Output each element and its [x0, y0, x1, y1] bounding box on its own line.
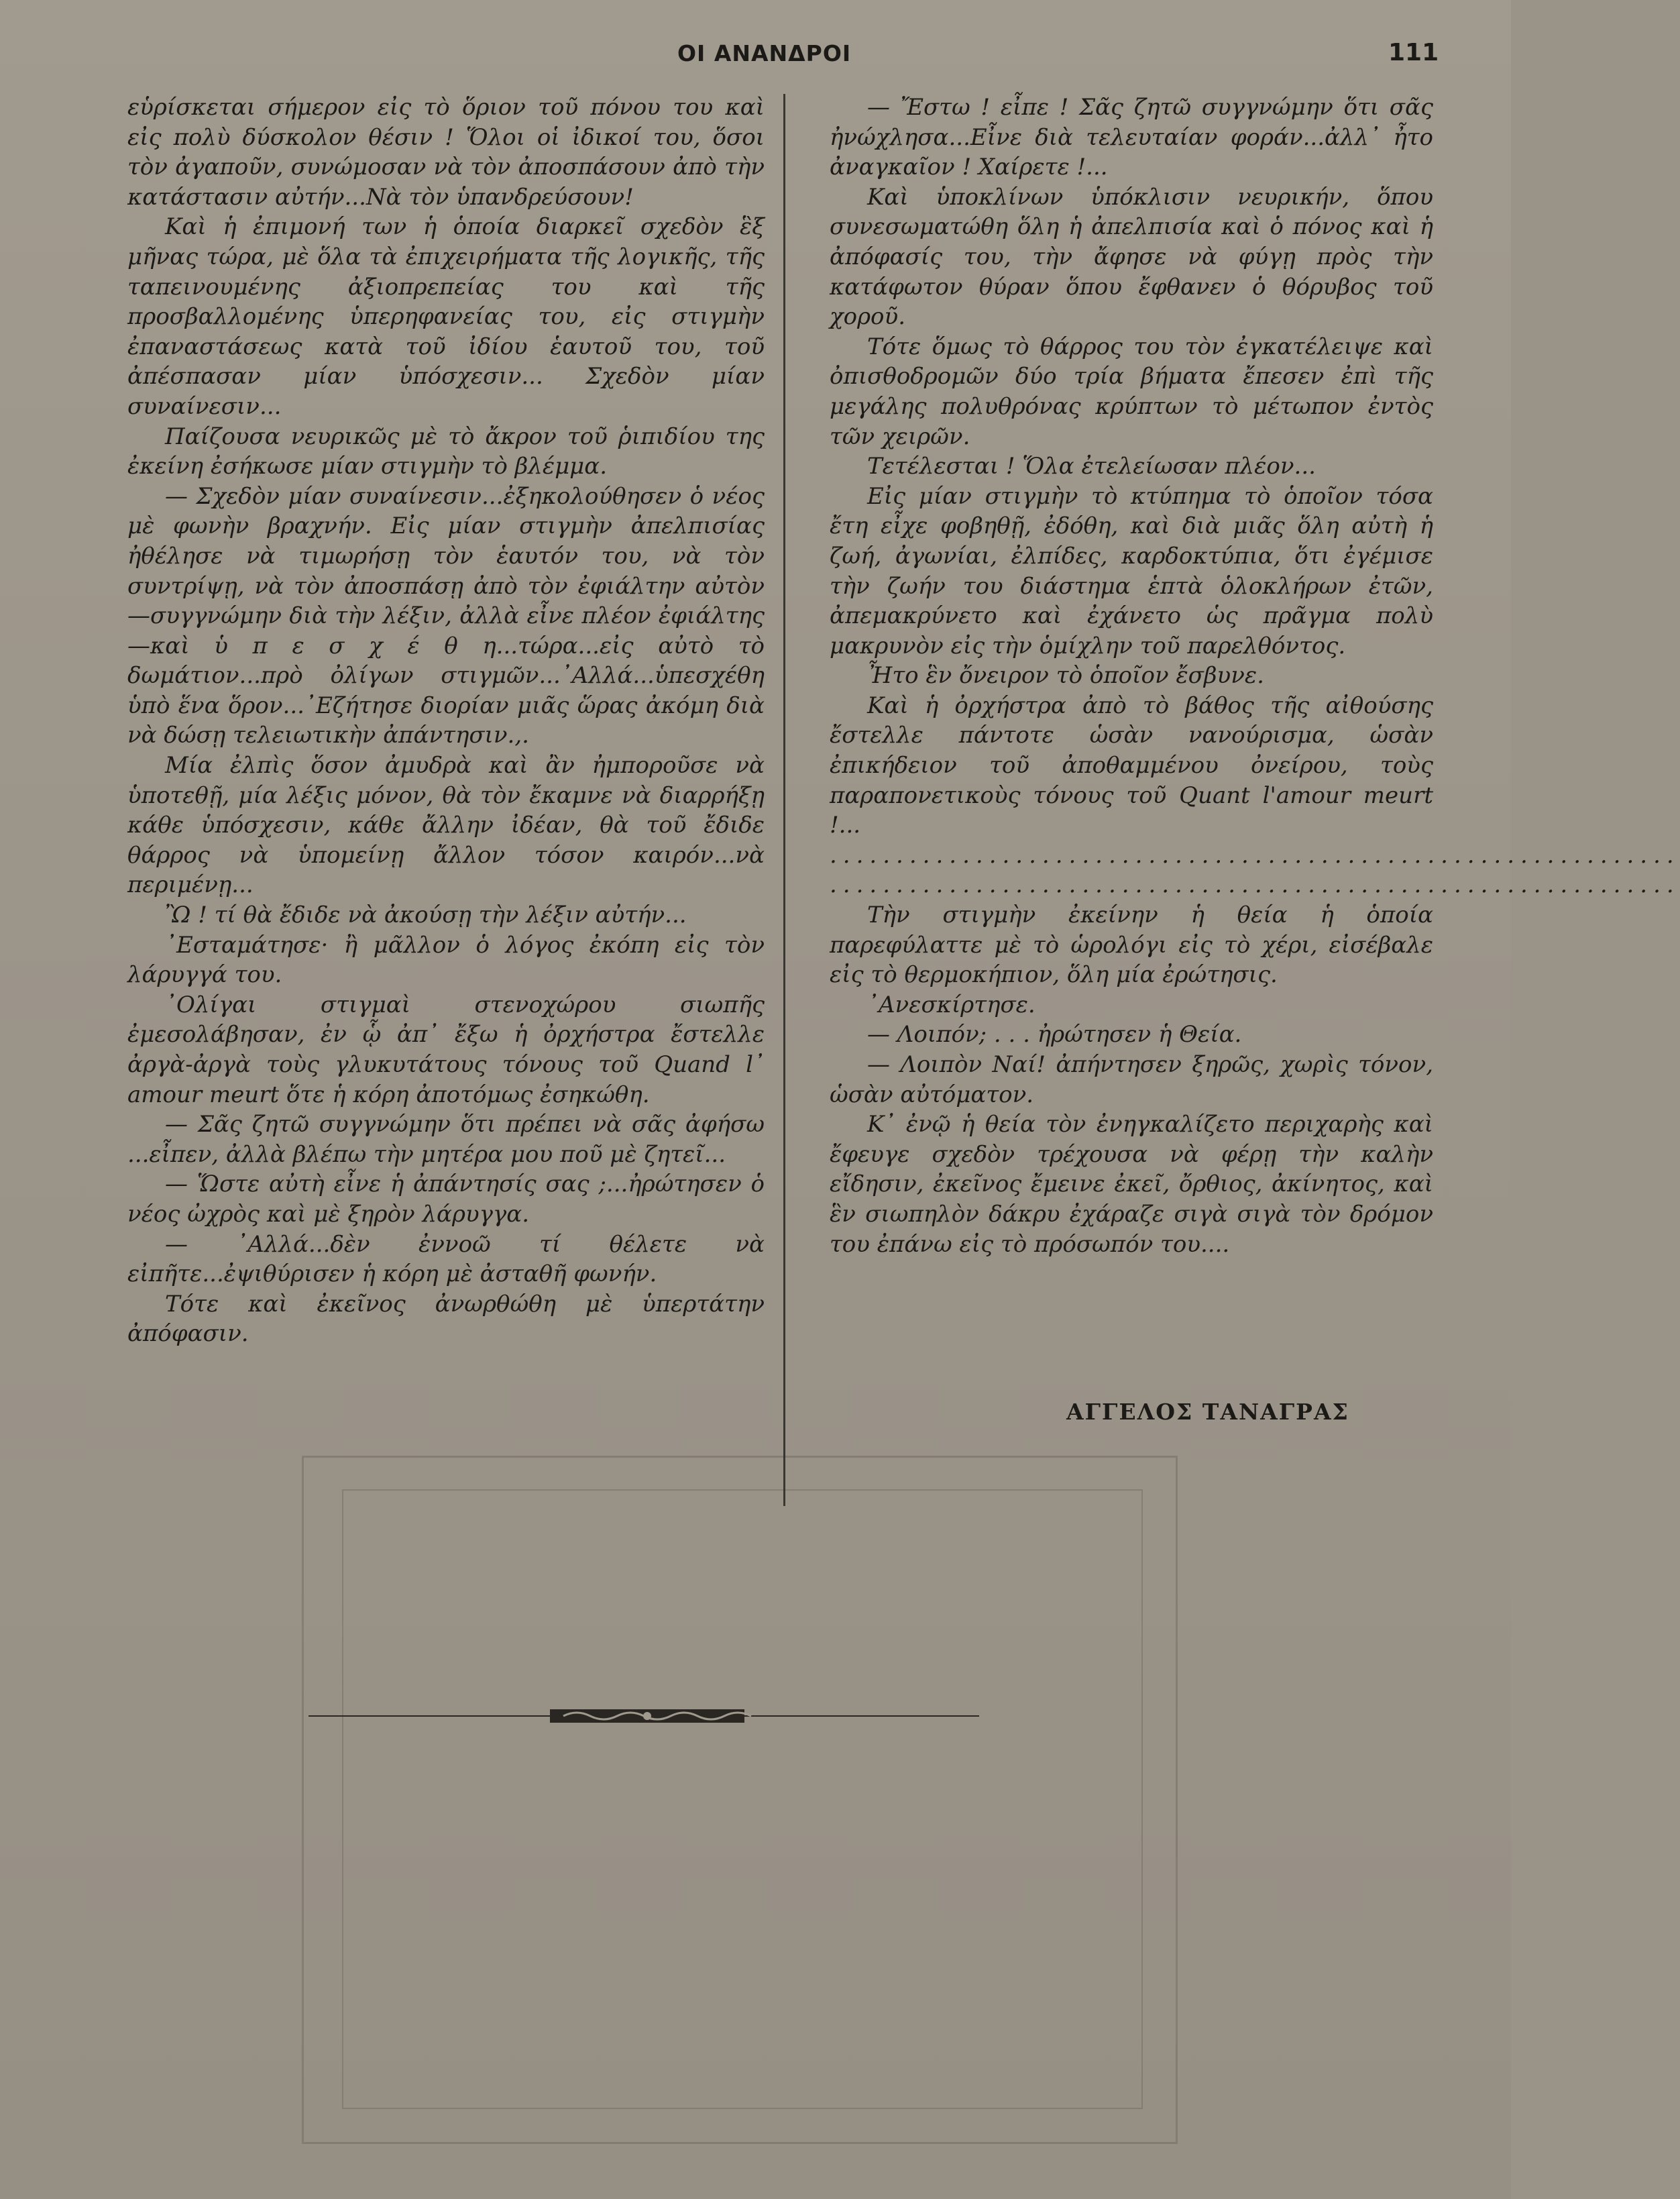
- right-column-paragraph: Εἰς μίαν στιγμὴν τὸ κτύπημα τὸ ὁποῖον τόσα ἔτη εἶχε φοβηθῇ, ἐδόθη, καὶ διὰ μιᾶς ὅλη αὐτὴ ἡ ζωή, ἀγωνίαι, ἐλπίδες, καρδοκτύπια, ὅτι ἐγέμισε τὴν ζωήν του διάστημα ἑπτὰ ὁλοκλήρων ἐτῶν, ἀπεμακρύνετο καὶ ἐχάνετο ὡς πρᾶγμα πολὺ μακρυνὸν εἰς τὴν ὁμίχλην τοῦ παρελθόντος.: [830, 482, 1433, 659]
- page-number: 111: [1388, 39, 1439, 66]
- right-column-paragraph: ................................................................: [830, 841, 1680, 869]
- right-column-paragraph: Καὶ ὑποκλίνων ὑπόκλισιν νευρικήν, ὅπου συνεσωματώθη ὅλη ἡ ἀπελπισία καὶ ὁ πόνος καὶ ἡ ἀπόφασίς του, τὴν ἄφησε νὰ φύγῃ πρὸς τὴν κατάφωτον θύραν ὅπου ἔφθανεν ὁ θόρυβος τοῦ χοροῦ.: [830, 183, 1433, 331]
- printer-ornament-icon: [309, 1704, 979, 1728]
- running-title: ΟΙ ΑΝΑΝΔΡΟΙ: [677, 40, 852, 66]
- left-column-paragraph: — Σχεδὸν μίαν συναίνεσιν...ἐξηκολούθησεν ὁ νέος μὲ φωνὴν βραχνήν. Εἰς μίαν στιγμὴν ἀπελπισίας ἠθέλησε νὰ τιμωρήσῃ τὸν ἑαυτόν του, νὰ τὸν συντρίψῃ, νὰ τὸν ἀποσπάσῃ ἀπὸ τὸν ἐφιάλτην αὐτὸν—συγγνώμην διὰ τὴν λέξιν, ἀλλὰ εἶνε πλέον ἐφιάλτης—καὶ ὑ π ε σ χ έ θ η...τώρα...εἰς αὐτὸ τὸ δωμάτιον...πρὸ ὀλίγων στιγμῶν...᾽Αλλά...ὑπεσχέθη ὑπὸ ἕνα ὅρον...᾽Εζήτησε διορίαν μιᾶς ὥρας ἀκόμη διὰ νὰ δώσῃ τελειωτικὴν ἀπάντησιν.,.: [127, 482, 765, 749]
- right-column-paragraph: Καὶ ἡ ὀρχήστρα ἀπὸ τὸ βάθος τῆς αἰθούσης ἔστελλε πάντοτε ὡσὰν νανούρισμα, ὡσὰν ἐπικήδειον τοῦ ἀποθαμμένου ὀνείρου, τοὺς παραπονετικοὺς τόνους τοῦ Quant l'amour meurt !...: [830, 692, 1433, 839]
- stamp-inner-frame: [342, 1489, 1143, 2109]
- right-column-paragraph: Τότε ὅμως τὸ θάρρος του τὸν ἐγκατέλειψε καὶ ὀπισθοδρομῶν δύο τρία βήματα ἔπεσεν ἐπὶ τῆς μεγάλης πολυθρόνας κρύπτων τὸ μέτωπον ἐντὸς τῶν χειρῶν.: [830, 333, 1433, 450]
- right-column-paragraph: ᾽Ανεσκίρτησε.: [867, 991, 1035, 1018]
- column-divider: [783, 94, 785, 1506]
- right-column-paragraph: — Λοιπὸν Ναί! ἀπήντησεν ξηρῶς, χωρὶς τόνον, ὡσὰν αὐτόματον.: [830, 1051, 1433, 1108]
- page-header: [0, 35, 1511, 75]
- bleed-through-stamp: [101, 1429, 1241, 2167]
- left-column-paragraph: Τότε καὶ ἐκεῖνος ἀνωρθώθη μὲ ὑπερτάτην ἀπόφασιν.: [127, 1290, 765, 1348]
- left-column-paragraph: — ᾽Αλλά...δὲν ἐννοῶ τί θέλετε νὰ εἰπῆτε...ἐψιθύρισεν ἡ κόρη μὲ ἀσταθῆ φωνήν.: [127, 1230, 765, 1288]
- left-column-paragraph: — Ὥστε αὐτὴ εἶνε ἡ ἀπάντησίς σας ;...ἠρώτησεν ὁ νέος ὠχρὸς καὶ μὲ ξηρὸν λάρυγγα.: [127, 1171, 765, 1228]
- author-signature: ΑΓΓΕΛΟΣ ΤΑΝΑΓΡΑΣ: [1066, 1399, 1349, 1425]
- left-column-paragraph: Μία ἐλπὶς ὅσον ἀμυδρὰ καὶ ἂν ἠμποροῦσε νὰ ὑποτεθῇ, μία λέξις μόνον, θὰ τὸν ἔκαμνε νὰ διαρρήξῃ κάθε ὑπόσχεσιν, κάθε ἄλλην ἰδέαν, θὰ τοῦ ἔδιδε θάρρος νὰ ὑπομείνῃ ἄλλον τόσον καιρόν...νὰ περιμένῃ...: [127, 752, 765, 899]
- right-column-paragraph: Τετέλεσται ! Ὅλα ἐτελείωσαν πλέον...: [867, 453, 1316, 480]
- right-column-paragraph: Κ᾽ ἐνῷ ἡ θεία τὸν ἐνηγκαλίζετο περιχαρὴς καὶ ἔφευγε σχεδὸν τρέχουσα νὰ φέρῃ τὴν καλὴν εἴδησιν, ἐκεῖνος ἔμεινε ἐκεῖ, ὄρθιος, ἀκίνητος, καὶ ἓν σιωπηλὸν δάκρυ ἐχάραζε σιγὰ σιγὰ τὸν δρόμον του ἐπάνω εἰς τὸ πρόσωπόν του....: [830, 1111, 1433, 1258]
- right-column-paragraph: Ἦτο ἓν ὄνειρον τὸ ὁποῖον ἔσβυνε.: [867, 662, 1264, 690]
- right-column-paragraph: Τὴν στιγμὴν ἐκείνην ἡ θεία ἡ ὁποία παρεφύλαττε μὲ τὸ ὡρολόγι εἰς τὸ χέρι, εἰσέβαλε εἰς τὸ θερμοκήπιον, ὅλη μία ἐρώτησις.: [830, 902, 1433, 989]
- left-column-paragraph: εὑρίσκεται σήμερον εἰς τὸ ὅριον τοῦ πόνου του καὶ εἰς πολὺ δύσκολον θέσιν ! Ὅλοι οἱ ἰδικοί του, ὅσοι τὸν ἀγαποῦν, συνώμοσαν νὰ τὸν ἀποσπάσουν ἀπὸ τὴν κατάστασιν αὐτήν...Νὰ τὸν ὑπανδρεύσουν!: [127, 94, 765, 211]
- right-column-paragraph: ................................................................: [830, 871, 1680, 899]
- stamp-frame: [302, 1456, 1178, 2144]
- left-column-paragraph: — Σᾶς ζητῶ συγγνώμην ὅτι πρέπει νὰ σᾶς ἀφήσω ...εἶπεν, ἀλλὰ βλέπω τὴν μητέρα μου ποῦ μὲ ζητεῖ...: [127, 1111, 765, 1168]
- left-column-paragraph: Καὶ ἡ ἐπιμονή των ἡ ὁποία διαρκεῖ σχεδὸν ἓξ μῆνας τώρα, μὲ ὅλα τὰ ἐπιχειρήματα τῆς λογικῆς, τῆς ταπεινουμένης ἀξιοπρεπείας του καὶ τῆς προσβαλλομένης ὑπερηφανείας του, εἰς στιγμὴν ἐπαναστάσεως κατὰ τοῦ ἰδίου ἑαυτοῦ του, τοῦ ἀπέσπασαν μίαν ὑπόσχεσιν... Σχεδὸν μίαν συναίνεσιν...: [127, 213, 765, 420]
- left-column: [127, 93, 765, 1349]
- left-column-paragraph: Παίζουσα νευρικῶς μὲ τὸ ἄκρον τοῦ ῥιπιδίου της ἐκείνη ἐσήκωσε μίαν στιγμὴν τὸ βλέμμα.: [127, 423, 765, 480]
- left-column-paragraph: ᾽Ολίγαι στιγμαὶ στενοχώρου σιωπῆς ἐμεσολάβησαν, ἐν ᾧ ἀπ᾽ ἔξω ἡ ὀρχήστρα ἔστελλε ἀργὰ-ἀργὰ τοὺς γλυκυτάτους τόνους τοῦ Quand l᾽ amour meurt ὅτε ἡ κόρη ἀποτόμως ἐσηκώθη.: [127, 991, 765, 1108]
- right-column: [830, 93, 1680, 1259]
- right-column-paragraph: — Λοιπόν; . . . ἠρώτησεν ἡ Θεία.: [867, 1021, 1242, 1049]
- left-column-paragraph: ᾽Εσταμάτησε· ἢ μᾶλλον ὁ λόγος ἐκόπη εἰς τὸν λάρυγγά του.: [127, 931, 765, 989]
- left-column-paragraph: Ὢ ! τί θὰ ἔδιδε νὰ ἀκούσῃ τὴν λέξιν αὐτήν...: [165, 902, 687, 929]
- right-column-paragraph: — Ἔστω ! εἶπε ! Σᾶς ζητῶ συγγνώμην ὅτι σᾶς ἠνώχλησα...Εἶνε διὰ τελευταίαν φοράν...ἀλλ᾽ ἦτο ἀναγκαῖον ! Χαίρετε !...: [830, 94, 1433, 181]
